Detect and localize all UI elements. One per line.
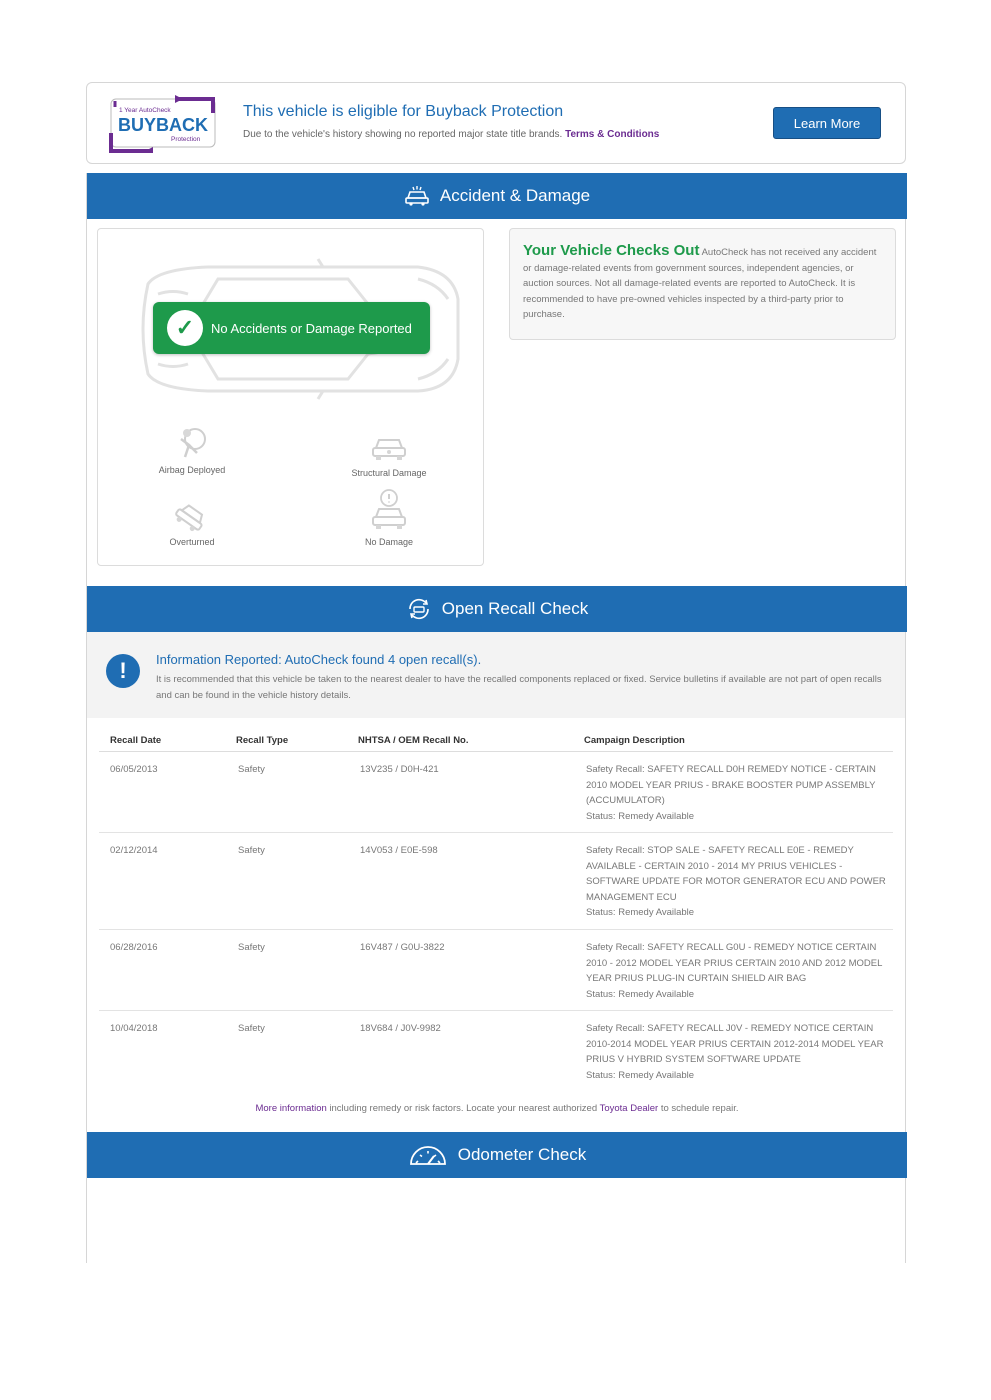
no-damage-icon [370,489,408,533]
campaign-description [586,1021,886,1083]
structural-damage-icon [370,432,408,464]
table-row [99,833,893,930]
header-recall-no: NHTSA / OEM Recall No. [358,735,469,746]
buyback-title: This vehicle is eligible for Buyback Protection [243,103,564,120]
footer-mid-text: including remedy or risk factors. Locate your nearest authorized [329,1103,598,1114]
table-row [99,1011,893,1093]
vehicle-checks-out-panel [509,228,896,340]
buyback-banner [86,82,906,164]
recall-type: Safety [238,845,265,856]
recall-info-title: Information Reported: AutoCheck found 4 open recall(s). [156,652,482,667]
airbag-icon [175,425,209,461]
recall-status: Status: Remedy Available [586,810,695,822]
recall-date: 10/04/2018 [110,1023,158,1034]
recall-status: Status: Remedy Available [586,907,695,918]
airbag-deployed-label: Airbag Deployed [158,465,226,475]
learn-more-button[interactable]: Learn More [773,107,881,139]
recall-number: 18V684 / J0V-9982 [360,1023,441,1034]
table-header [99,726,893,752]
recall-type: Safety [238,1023,265,1034]
footer-end-text: to schedule repair. [660,1103,739,1114]
no-accidents-badge [153,302,430,354]
recall-status: Status: Remedy Available [586,1069,695,1081]
checks-out-text: AutoCheck has not received any accident or damage-related events from government sources, independent agencies, or auction sources. Not all damage-related events are reported to AutoCheck. It is recommended to have pre-owned vehicles inspected by a third-party prior to purchase. [523,247,877,320]
recall-date: 02/12/2014 [110,845,158,856]
buyback-subtitle [243,129,659,140]
recall-table [99,726,893,1093]
overturned-label: Overturned [169,537,215,547]
campaign-text: Safety Recall: SAFETY RECALL D0H REMEDY NOTICE - CERTAIN 2010 MODEL YEAR PRIUS - BRAKE BOOSTER PUMP ASSEMBLY (ACCUMULATOR) [586,764,876,806]
recall-number: 16V487 / G0U-3822 [360,942,445,953]
no-damage-item [329,489,449,547]
more-information-link[interactable]: More information [255,1103,327,1114]
toyota-dealer-link[interactable]: Toyota Dealer [599,1103,659,1114]
table-row [99,930,893,1011]
recall-date: 06/28/2016 [110,942,158,953]
recall-info-box [87,632,905,718]
odometer-check-header [87,1132,907,1178]
no-accidents-text: No Accidents or Damage Reported [211,320,412,336]
table-row [99,752,893,833]
damage-diagram [97,228,484,566]
overturned-item [132,497,252,547]
terms-conditions-link[interactable]: Terms & Conditions [565,129,660,140]
overturned-icon [174,497,210,533]
recall-date: 06/05/2013 [110,764,158,775]
header-recall-date: Recall Date [110,735,162,746]
header-campaign-description: Campaign Description [584,735,685,746]
exclamation-icon: ! [106,654,140,688]
campaign-text: Safety Recall: SAFETY RECALL G0U - REMEDY NOTICE CERTAIN 2010 - 2012 MODEL YEAR PRIUS CERTAIN 2010 AND 2012 MODEL YEAR PRIUS PLUG-IN CURTAIN SHIELD AIR BAG [586,942,883,984]
logo-top-text: 1 Year AutoCheck [119,107,171,114]
checks-out-title: Your Vehicle Checks Out [523,242,700,259]
open-recall-header [87,586,907,632]
recall-type: Safety [238,942,265,953]
campaign-description [586,762,886,824]
recall-info-text: It is recommended that this vehicle be taken to the nearest dealer to have the recalled components replaced or fixed. Service bulletins if available are not part of open recalls and can be found in the vehicle history details. [156,674,882,701]
report-frame [86,173,906,1263]
campaign-text: Safety Recall: SAFETY RECALL J0V - REMEDY NOTICE CERTAIN 2010-2014 MODEL YEAR PRIUS CERTAIN 2012-2014 MODEL YEAR PRIUS V HYBRID SYSTEM SOFTWARE UPDATE [586,1023,884,1065]
recall-number: 13V235 / D0H-421 [360,764,439,775]
odometer-check-title: Odometer Check [457,1145,587,1164]
logo-main-text: BUYBACK [118,115,208,135]
campaign-description [586,940,886,1002]
buyback-logo [109,95,219,153]
no-damage-label: No Damage [364,537,414,547]
logo-sub-text: Protection [171,136,201,143]
recall-footer-note [87,1103,907,1114]
accident-damage-title: Accident & Damage [439,186,591,205]
structural-damage-item [329,432,449,478]
airbag-deployed-item [132,425,252,475]
recall-icon [406,598,432,620]
campaign-description [586,843,886,921]
structural-damage-label: Structural Damage [351,468,427,478]
odometer-icon [408,1144,448,1166]
buyback-subtitle-text: Due to the vehicle's history showing no reported major state title brands. [243,129,563,140]
open-recall-title: Open Recall Check [441,599,589,618]
recall-number: 14V053 / E0E-598 [360,845,438,856]
car-crash-icon [404,186,430,206]
recall-type: Safety [238,764,265,775]
checkmark-icon: ✓ [167,310,203,346]
header-recall-type: Recall Type [236,735,289,746]
recall-status: Status: Remedy Available [586,988,695,1000]
campaign-text: Safety Recall: STOP SALE - SAFETY RECALL E0E - REMEDY AVAILABLE - CERTAIN 2010 - 2014 MY PRIUS VEHICLES - SOFTWARE UPDATE FOR MOTOR GENERATOR ECU AND POWER MANAGEMENT ECU [586,845,886,903]
accident-damage-header [87,173,907,219]
